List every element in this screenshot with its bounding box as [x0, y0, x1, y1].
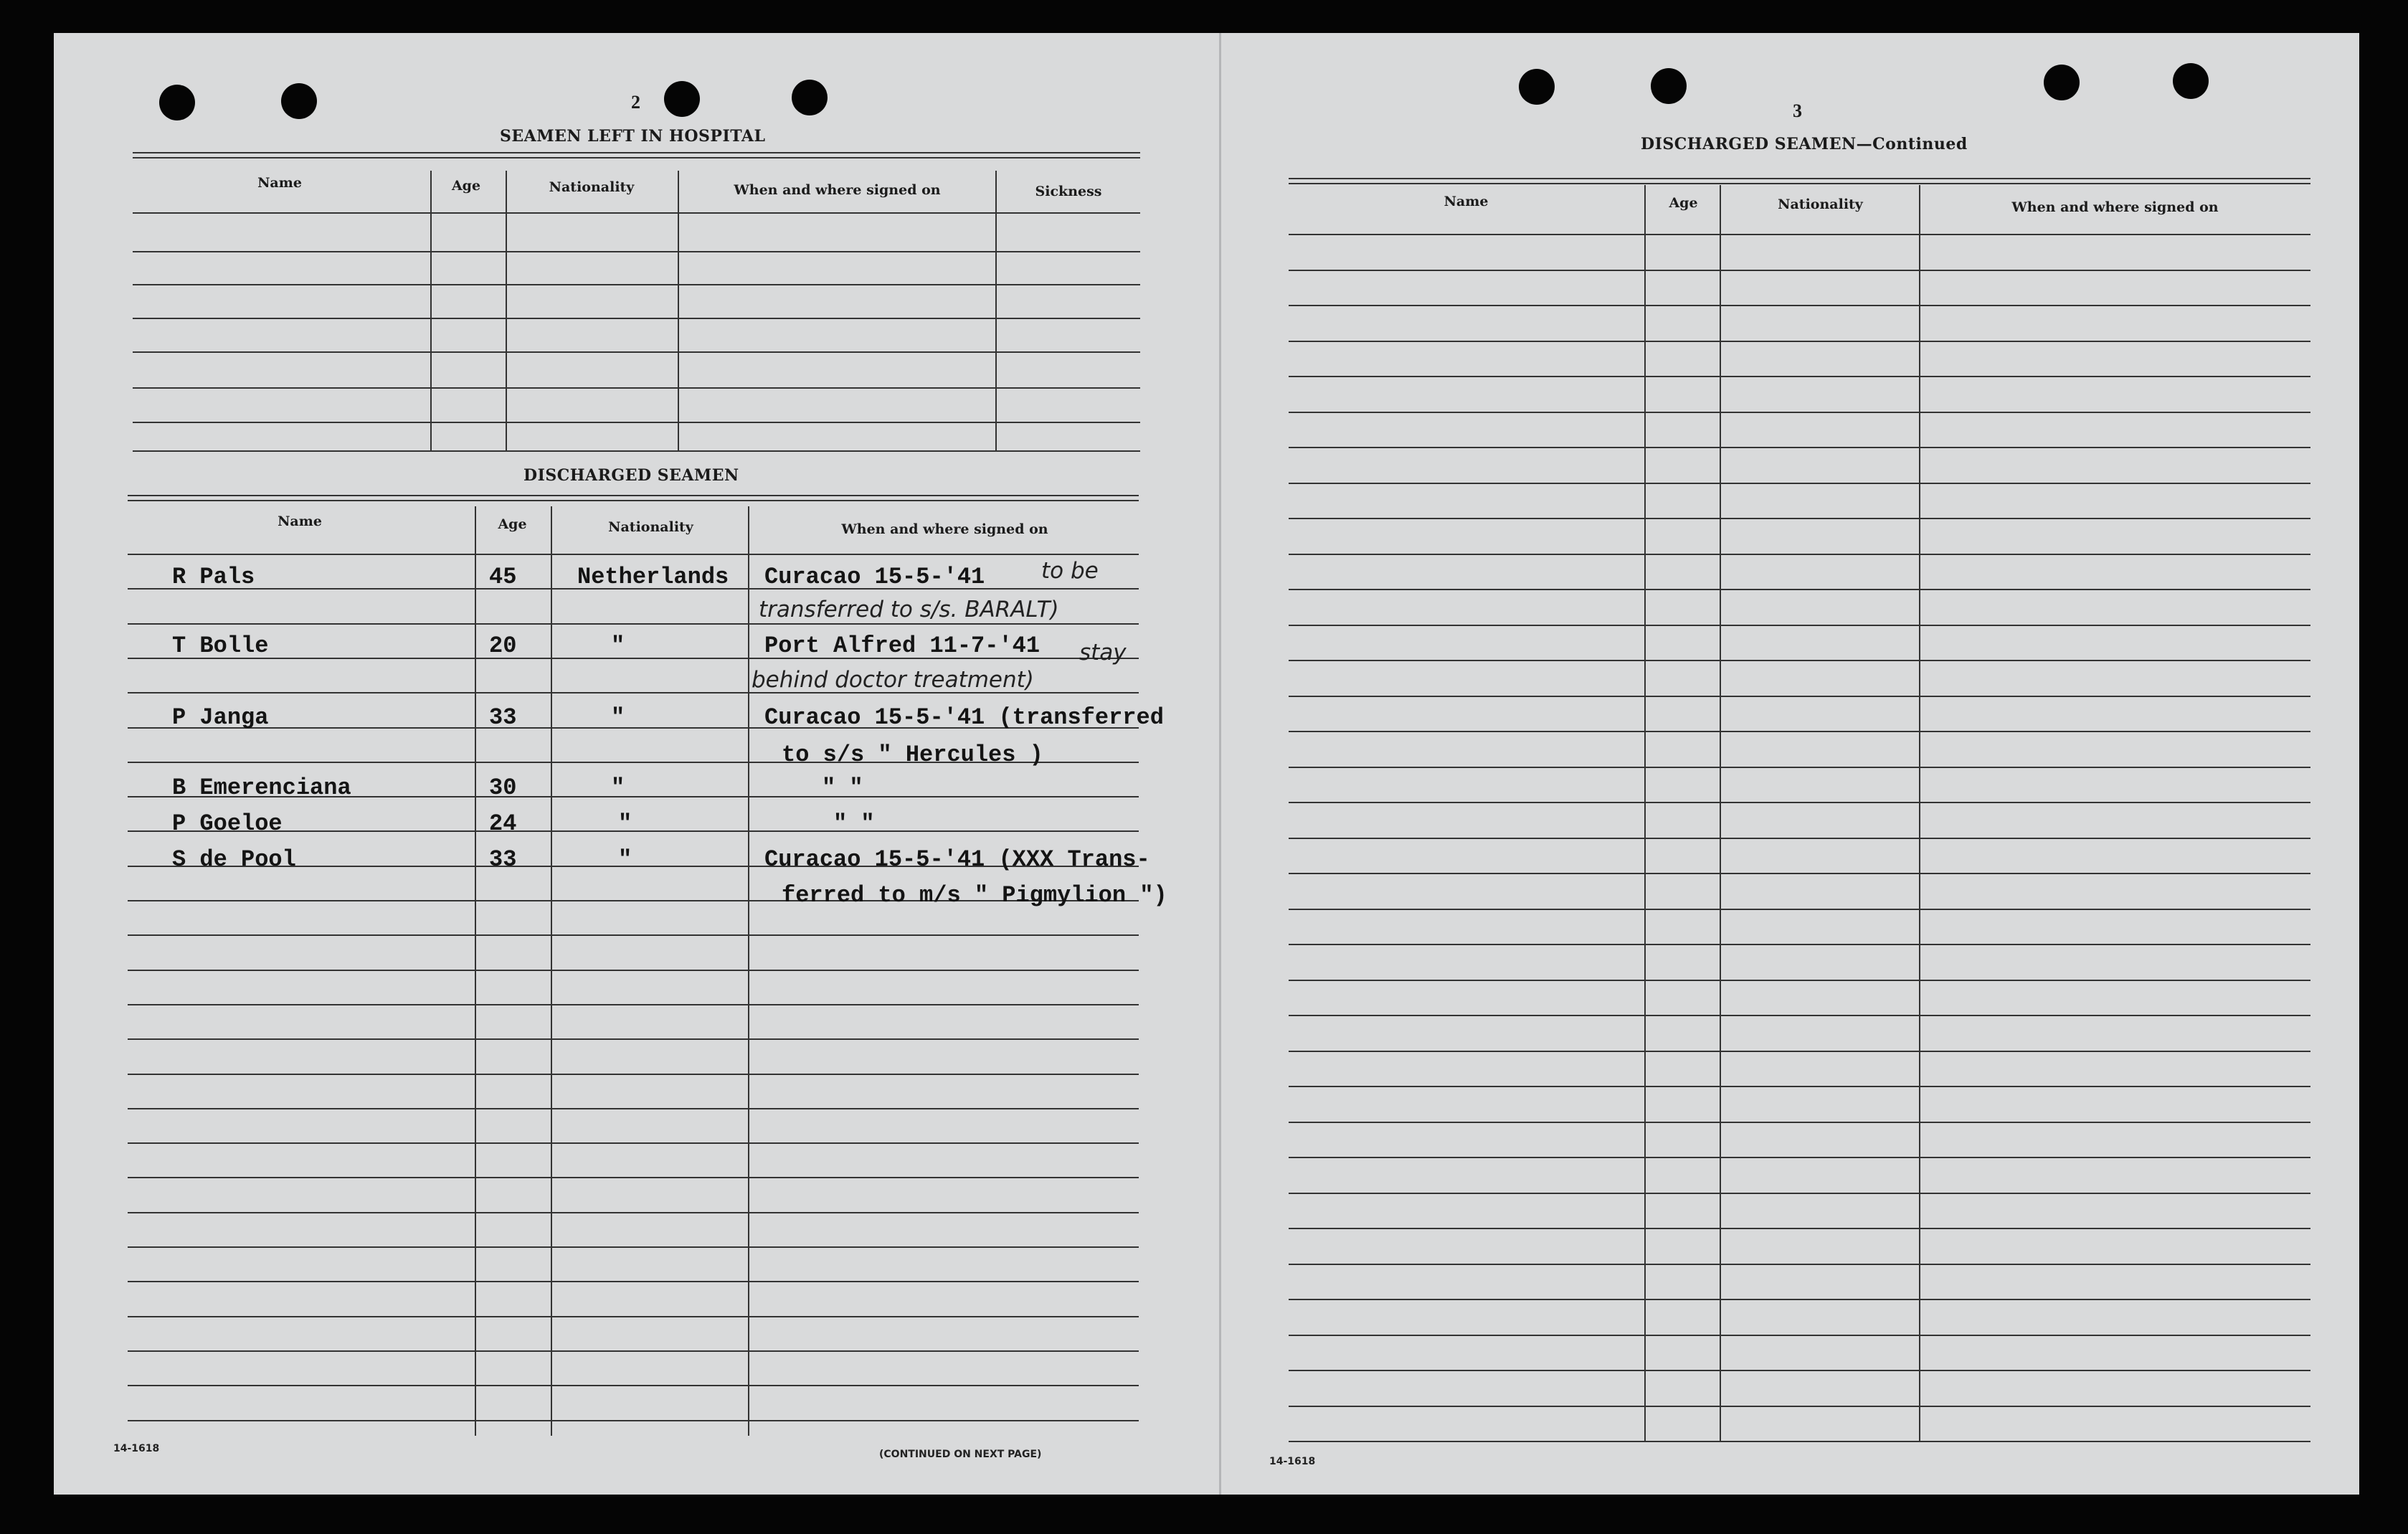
- ruled-line: [1289, 731, 2310, 732]
- row-name: P Goeloe: [172, 810, 283, 837]
- ruled-line: [1289, 1015, 2310, 1016]
- ruled-line: [1289, 980, 2310, 981]
- row-age: 20: [489, 633, 517, 659]
- ruled-line: [128, 623, 1139, 625]
- ruled-line: [1289, 873, 2310, 874]
- discharged-col-name: Name: [278, 513, 322, 529]
- ruled-line: [1289, 1228, 2310, 1229]
- continued-note: (CONTINUED ON NEXT PAGE): [879, 1449, 1042, 1460]
- continued-col-signed-on: When and where signed on: [2011, 199, 2219, 215]
- row-signed-on: Curacao 15-5-'41: [764, 564, 985, 590]
- ruled-line: [1289, 234, 2310, 235]
- ruled-line: [1289, 412, 2310, 413]
- ruled-line: [1289, 1335, 2310, 1336]
- ruled-line: [1289, 1441, 2310, 1442]
- ruled-line: [128, 1350, 1139, 1352]
- ruled-line: [128, 1074, 1139, 1075]
- row-handwritten-note: stay: [1079, 640, 1127, 666]
- continued-col-age: Age: [1669, 195, 1698, 211]
- row-nationality: ": [618, 810, 632, 837]
- hospital-col-age: Age: [451, 178, 481, 194]
- row-signed-on: " ": [833, 810, 875, 837]
- ruled-line: [128, 970, 1139, 971]
- discharged-title: DISCHARGED SEAMEN: [523, 466, 739, 485]
- ruled-line: [1289, 1299, 2310, 1300]
- ruled-line: [1289, 625, 2310, 626]
- ruled-line: [1289, 696, 2310, 697]
- discharged-col-signed-on: When and where signed on: [841, 521, 1048, 537]
- ruled-line: [1289, 1122, 2310, 1123]
- ruled-line: [1289, 270, 2310, 271]
- continued-col-name: Name: [1444, 194, 1489, 209]
- row-nationality: ": [611, 775, 625, 801]
- row-handwritten-note: transferred to s/s. BARALT): [759, 597, 1059, 622]
- ruled-line: [1289, 483, 2310, 484]
- row-name: T Bolle: [172, 633, 269, 659]
- page-fold: [1219, 33, 1221, 1495]
- ruled-line: [1289, 554, 2310, 555]
- ruled-line: [1289, 1264, 2310, 1265]
- row-nationality: ": [611, 633, 625, 659]
- right-title: DISCHARGED SEAMEN—Continued: [1641, 135, 1968, 153]
- left-page-number: 2: [631, 92, 640, 113]
- ruled-line: [128, 1420, 1139, 1421]
- ruled-line: [1289, 1086, 2310, 1087]
- ruled-line: [128, 934, 1139, 936]
- ruled-line: [128, 554, 1139, 555]
- row-signed-on: Curacao 15-5-'41 (XXX Trans-: [764, 846, 1150, 873]
- ruled-line: [128, 1004, 1139, 1005]
- ruled-line: [1289, 447, 2310, 448]
- punch-hole: [281, 83, 317, 119]
- ruled-line: [1289, 802, 2310, 803]
- punch-hole: [792, 80, 828, 115]
- hospital-col-name: Name: [257, 175, 302, 191]
- ruled-line: [1289, 1193, 2310, 1194]
- row-name: B Emerenciana: [172, 775, 351, 801]
- hospital-col-nationality: Nationality: [549, 179, 635, 195]
- ruled-line: [128, 1316, 1139, 1317]
- discharged-col-nationality: Nationality: [608, 519, 693, 535]
- ruled-line: [1289, 944, 2310, 945]
- hospital-col-sickness: Sickness: [1035, 184, 1102, 199]
- ruled-line: [1289, 838, 2310, 839]
- ruled-line: [128, 1281, 1139, 1282]
- row-age: 33: [489, 846, 517, 873]
- row-age: 24: [489, 810, 517, 837]
- punch-hole: [2044, 65, 2080, 100]
- right-page-number: 3: [1793, 100, 1802, 121]
- ruled-line: [1289, 305, 2310, 306]
- ruled-line: [1289, 660, 2310, 661]
- ruled-line: [1289, 767, 2310, 768]
- ruled-line: [128, 1212, 1139, 1213]
- ruled-line: [128, 1177, 1139, 1178]
- ruled-line: [128, 1246, 1139, 1248]
- punch-hole: [1519, 69, 1555, 105]
- punch-hole: [2173, 63, 2209, 99]
- left-form-number: 14-1618: [113, 1443, 160, 1454]
- row-age: 30: [489, 775, 517, 801]
- row-age: 33: [489, 704, 517, 731]
- ruled-line: [1289, 1370, 2310, 1371]
- hospital-title: SEAMEN LEFT IN HOSPITAL: [500, 127, 766, 146]
- row-age: 45: [489, 564, 517, 590]
- ruled-line: [128, 1385, 1139, 1386]
- row-signed-on: to s/s " Hercules ): [782, 742, 1043, 768]
- ruled-line: [128, 1142, 1139, 1144]
- right-form-number: 14-1618: [1269, 1456, 1316, 1467]
- continued-col-nationality: Nationality: [1778, 197, 1863, 212]
- hospital-col-signed-on: When and where signed on: [734, 182, 941, 198]
- ruled-line: [1289, 909, 2310, 910]
- ruled-line: [1289, 1051, 2310, 1052]
- discharged-col-age: Age: [498, 516, 527, 532]
- row-nationality: ": [611, 704, 625, 731]
- ruled-line: [128, 1038, 1139, 1040]
- ruled-line: [128, 1108, 1139, 1109]
- ruled-line: [1289, 376, 2310, 377]
- row-signed-on: ferred to m/s " Pigmylion "): [782, 882, 1167, 909]
- row-name: P Janga: [172, 704, 269, 731]
- ruled-line: [1289, 518, 2310, 519]
- ruled-line: [1289, 589, 2310, 590]
- punch-hole: [159, 85, 195, 120]
- row-signed-on: Curacao 15-5-'41 (transferred: [764, 704, 1164, 731]
- row-signed-on: Port Alfred 11-7-'41: [764, 633, 1041, 659]
- row-handwritten-note: behind doctor treatment): [752, 667, 1034, 693]
- row-name: R Pals: [172, 564, 255, 590]
- ruled-line: [1289, 341, 2310, 342]
- ruled-line: [1289, 1406, 2310, 1407]
- row-nationality: Netherlands: [577, 564, 729, 590]
- row-name: S de Pool: [172, 846, 296, 873]
- row-nationality: ": [618, 846, 632, 873]
- punch-hole: [1651, 68, 1687, 104]
- row-handwritten-note: to be: [1041, 558, 1099, 584]
- ruled-line: [1289, 1157, 2310, 1158]
- punch-hole: [664, 81, 700, 117]
- row-signed-on: " ": [822, 775, 863, 801]
